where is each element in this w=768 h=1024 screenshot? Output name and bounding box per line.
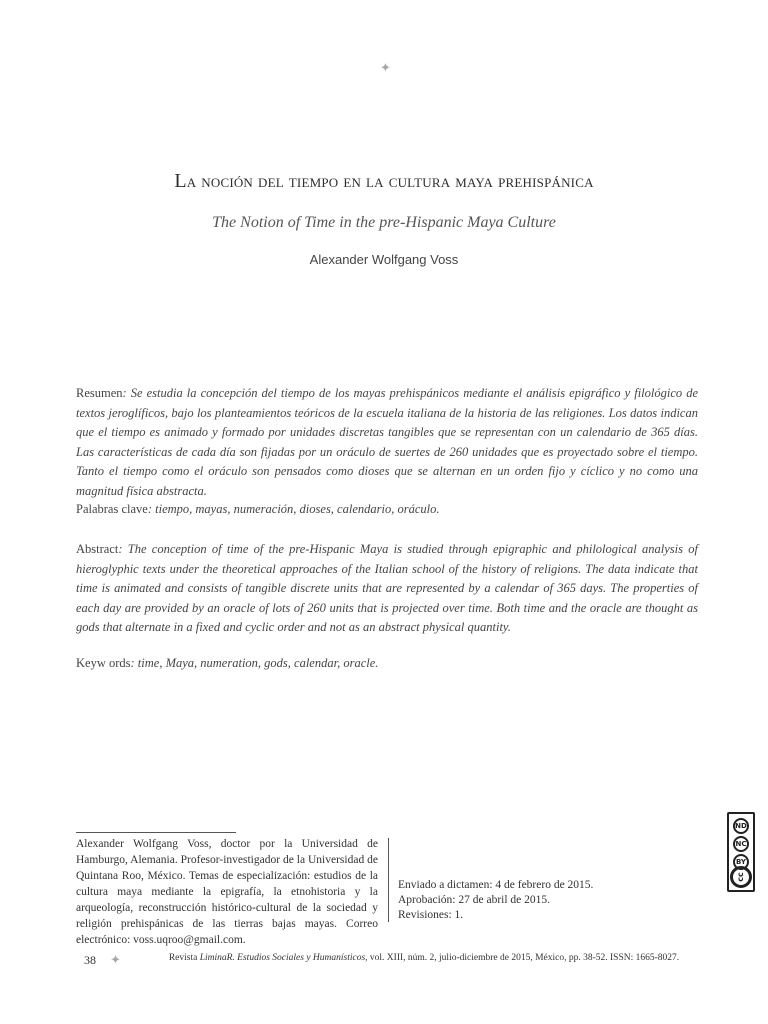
- date-aprobacion: Aprobación: 27 de abril de 2015.: [398, 894, 551, 906]
- palabras-clave-paragraph: [76, 500, 698, 520]
- by-icon: BY: [733, 854, 749, 870]
- keywords-label: Keyw ords: [76, 656, 131, 670]
- resumen-label: Resumen: [76, 386, 123, 400]
- abstract-label: Abstract: [76, 542, 119, 556]
- footnote-rule: [76, 832, 236, 833]
- journal-suffix: , vol. XIII, núm. 2, julio-diciembre de 2015, México, pp. 38-52. ISSN: 1665-8027.: [365, 953, 680, 963]
- submission-dates: [398, 878, 593, 923]
- author-footnote: Alexander Wolfgang Voss, doctor por la Universidad de Hamburgo, Alemania. Profesor-investigador de la Universidad de Quintana Roo, México. Temas de especialización: estudios de la cultura maya mediante la epigrafía, la etnohistoria y la arqueología, reconstrucción histórico-cultural de la sociedad y religión prehispánicas de las tierras bajas mayas. Correo electrónico: voss.uqroo@gmail.com.: [76, 838, 378, 946]
- resumen-paragraph: [76, 384, 698, 501]
- author-name: Alexander Wolfgang Voss: [309, 252, 459, 267]
- journal-name: LiminaR. Estudios Sociales y Humanísticos: [199, 953, 366, 963]
- page-number: 38: [84, 953, 96, 967]
- journal-prefix: Revista: [168, 953, 200, 963]
- palabras-clave-text: : tiempo, mayas, numeración, dioses, calendario, oráculo.: [147, 502, 440, 516]
- article-subtitle: The Notion of Time in the pre-Hispanic Maya Culture: [212, 214, 556, 231]
- date-enviado: Enviado a dictamen: 4 de febrero de 2015.: [398, 879, 594, 891]
- article-title: [0, 170, 768, 193]
- nc-icon: NC: [733, 836, 749, 852]
- date-revisiones: Revisiones: 1.: [398, 909, 464, 921]
- ornament-top: ✦: [380, 60, 391, 75]
- resumen-text: : Se estudia la concepción del tiempo de los mayas prehispánicos mediante el análisis epigráfico y filológico de textos jeroglíficos, bajo los planteamientos teóricos de la escuela italiana de la historia de las religiones. Los datos indican que el tiempo es animado y formado por unidades discretas tangibles que se representan con un calendario de 365 días. Las características de cada día son fijadas por un oráculo de suertes de 260 unidades que es proyectado sobre el tiempo. Tanto el tiempo como el oráculo son pensados como dioses que se alternan en un orden fijo y cíclico y no como una magnitud física abstracta.: [76, 386, 698, 498]
- title-text: a noción del tiempo en la cultura maya prehispánica: [186, 171, 594, 192]
- creative-commons-license-badge[interactable]: [727, 812, 755, 892]
- abstract-text: : The conception of time of the pre-Hispanic Maya is studied through epigraphic and philological analysis of hieroglyphic texts under the theoretical approaches of the Italian school of the history of religions. The data indicate that time is animated and consists of tangible discrete units that are represented by a calendar of 365 days. The properties of each day are provided by an oracle of lots of 260 units that is projected over time. Both time and the oracle are thought as gods that alternate in a fixed and cyclic order and not as an abstract physical quantity.: [76, 542, 698, 634]
- cc-icon: cc: [730, 866, 752, 888]
- keywords-paragraph: [76, 654, 698, 674]
- title-initial: L: [174, 170, 187, 192]
- journal-citation: [0, 953, 768, 963]
- palabras-clave-label: Palabras clave: [76, 502, 148, 516]
- footnote-divider: [388, 838, 389, 922]
- abstract-paragraph: [76, 540, 698, 638]
- ornament-footer: ✦: [110, 952, 121, 967]
- nd-icon: ND: [733, 818, 749, 834]
- keywords-text: : time, Maya, numeration, gods, calendar, oracle.: [130, 656, 379, 670]
